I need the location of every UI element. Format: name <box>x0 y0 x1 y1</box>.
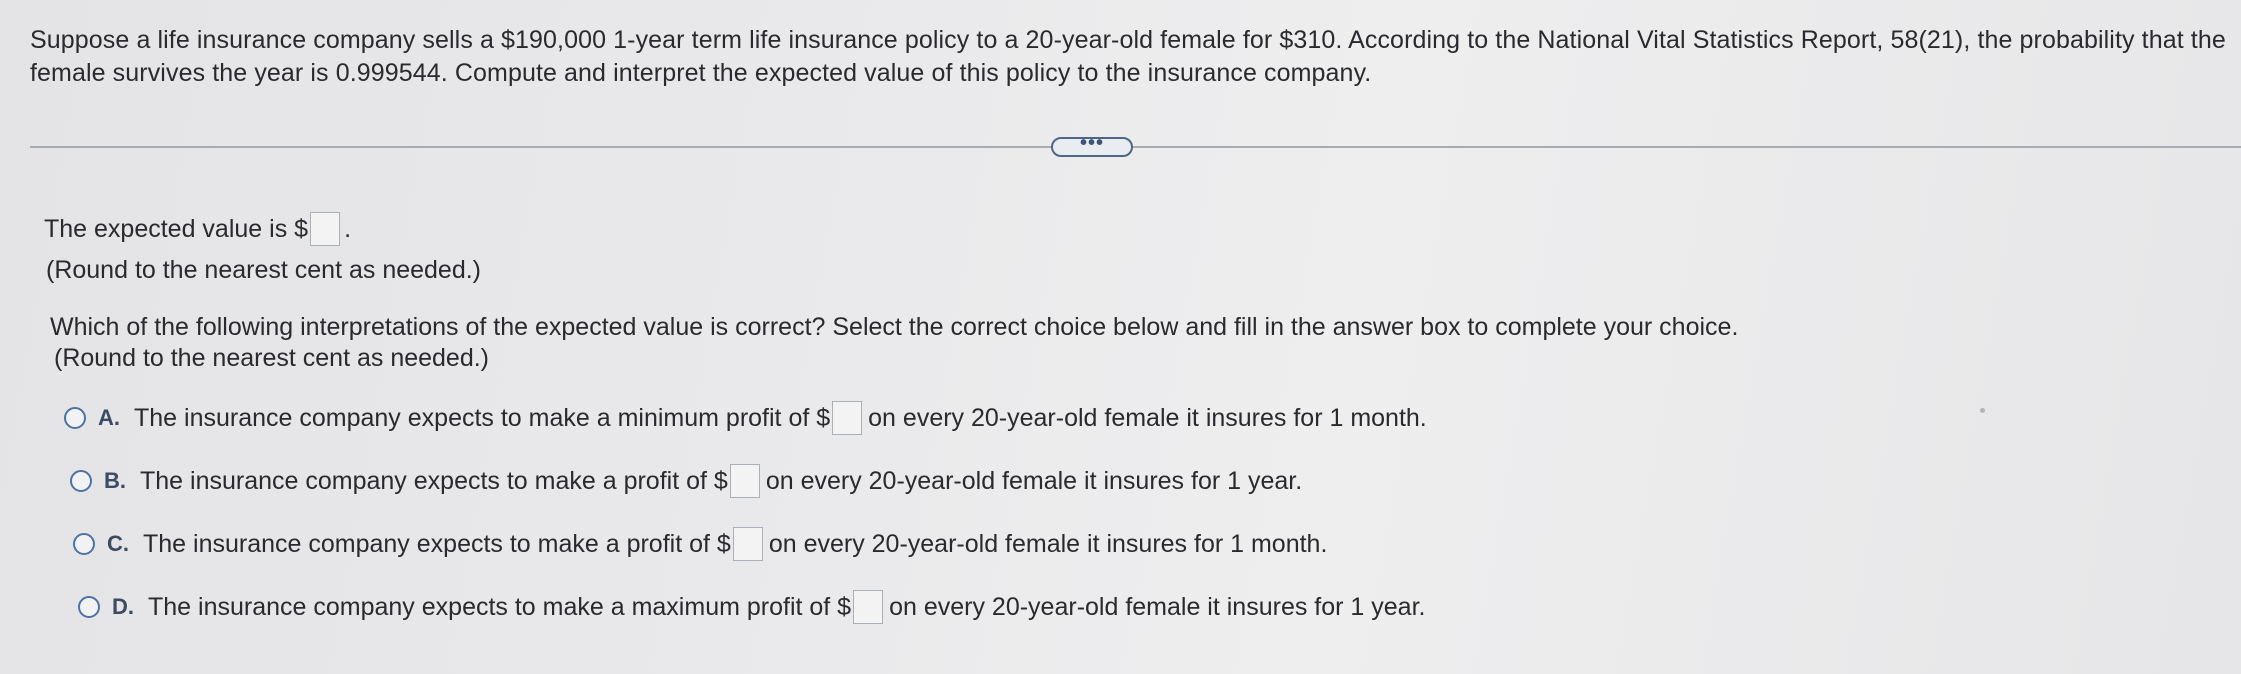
choice-b-letter: B. <box>104 468 126 493</box>
choice-a[interactable] <box>64 401 1427 435</box>
choice-c-radio[interactable] <box>73 533 95 555</box>
choice-d-letter: D. <box>112 594 134 619</box>
section-divider <box>30 146 2241 148</box>
expected-value-line <box>44 212 351 246</box>
choice-d-radio[interactable] <box>78 596 100 618</box>
interpretation-round-note: (Round to the nearest cent as needed.) <box>54 344 490 372</box>
choice-a-text-after: on every 20-year-old female it insures for 1 month. <box>868 404 1427 432</box>
choice-c-input[interactable] <box>733 527 763 561</box>
choice-a-radio[interactable] <box>64 407 86 429</box>
choice-d-text-after: on every 20-year-old female it insures for 1 year. <box>889 593 1426 621</box>
choice-d-text-before: The insurance company expects to make a maximum profit of $ <box>148 593 852 621</box>
choice-a-input[interactable] <box>832 401 862 435</box>
screen-speck <box>1980 408 1985 413</box>
expected-value-label: The expected value is $ <box>44 215 309 243</box>
choice-d[interactable] <box>78 590 1425 624</box>
interpretation-prompt: Which of the following interpretations of the expected value is correct? Select the correct choice below and fill in the answer box to complete your choice. <box>50 313 1739 341</box>
choice-d-input[interactable] <box>853 590 883 624</box>
choice-b[interactable] <box>70 464 1302 498</box>
choice-b-text-before: The insurance company expects to make a profit of $ <box>140 467 728 495</box>
choice-c-text-after: on every 20-year-old female it insures for 1 month. <box>768 530 1328 558</box>
choice-c-letter: C. <box>107 531 129 556</box>
expected-value-input[interactable] <box>310 212 340 246</box>
choice-b-radio[interactable] <box>70 470 92 492</box>
choice-c[interactable] <box>73 527 1327 561</box>
expected-value-period: . <box>344 215 352 243</box>
choice-b-text-after: on every 20-year-old female it insures for 1 year. <box>765 467 1303 495</box>
expand-more-button[interactable] <box>1051 132 1133 157</box>
choice-c-text-before: The insurance company expects to make a profit of $ <box>143 530 731 558</box>
choice-a-text-before: The insurance company expects to make a minimum profit of $ <box>134 404 831 432</box>
choice-a-letter: A. <box>98 405 120 430</box>
choice-b-input[interactable] <box>730 464 760 498</box>
expected-value-round-note: (Round to the nearest cent as needed.) <box>46 256 482 284</box>
question-text: Suppose a life insurance company sells a $190,000 1-year term life insurance policy to a 20-year-old female for $310. According to the National Vital Statistics Report, 58(21), the probability that the female survives the year is 0.999544. Compute and interpret the expected value of this policy to the insurance company. <box>30 26 2226 87</box>
more-dots-icon: ••• <box>1079 132 1104 154</box>
